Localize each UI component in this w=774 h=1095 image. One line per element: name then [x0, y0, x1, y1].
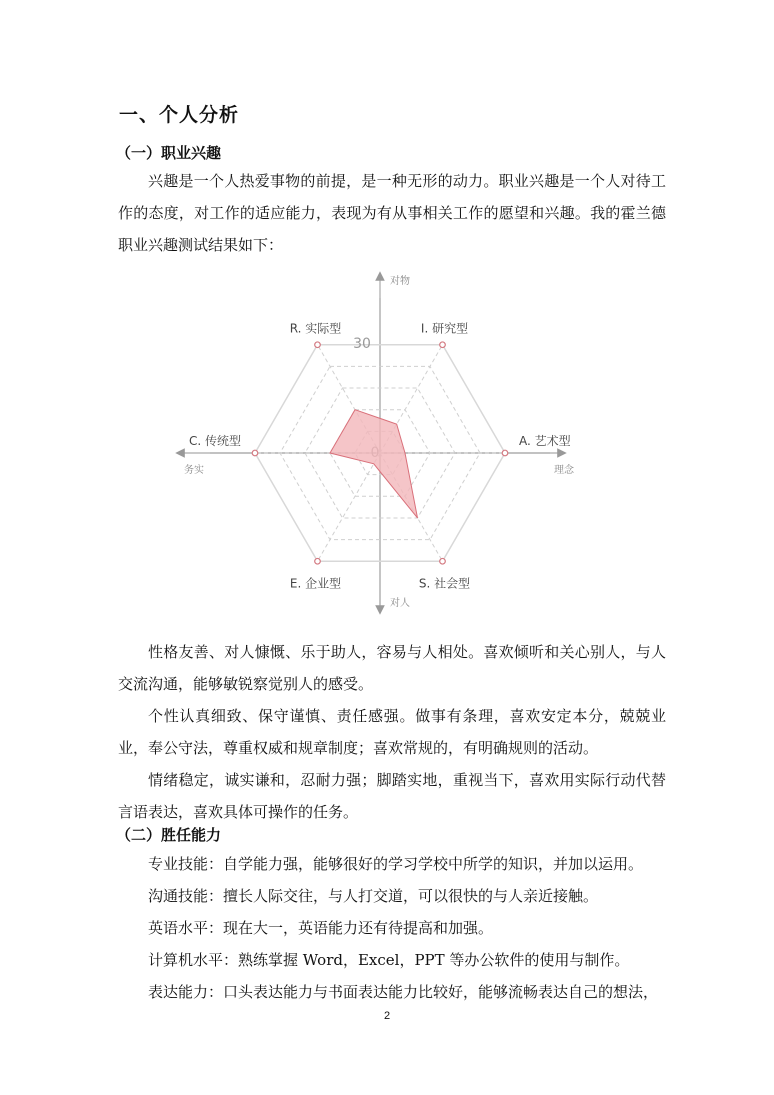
radar-spoke	[318, 453, 381, 561]
ability-line: 沟通技能：擅长人际交往，与人打交道，可以很快的与人亲近接触。	[148, 887, 599, 905]
page-number: 2	[383, 1010, 391, 1022]
radar-vertex-dot	[315, 558, 321, 564]
scale-max-label: 30	[353, 336, 371, 352]
section-title: 一、个人分析	[119, 104, 240, 126]
ability-line: 计算机水平：熟练掌握 Word，Excel，PPT 等办公软件的使用与制作。	[148, 951, 630, 969]
direction-label-left: 务实	[184, 465, 204, 476]
radar-vertex-dot	[502, 450, 508, 456]
radar-axis-label: R. 实际型	[289, 321, 342, 336]
personality-paragraph-1: 性格友善、对人慷慨、乐于助人，容易与人相处。喜欢倾听和关心别人，与人交流沟通，能够敏锐察觉别人的感受。	[118, 643, 666, 693]
radar-axis-label: E. 企业型	[289, 576, 342, 591]
personality-paragraph-3: 情绪稳定，诚实谦和，忍耐力强；脚踏实地，重视当下，喜欢用实际行动代替言语表达，喜欢具体可操作的任务。	[118, 771, 666, 821]
radar-vertex-dot	[440, 342, 446, 348]
radar-vertex-dot	[315, 342, 321, 348]
radar-vertex-dot	[440, 558, 446, 564]
ability-line: 专业技能：自学能力强，能够很好的学习学校中所学的知识，并加以运用。	[148, 855, 644, 873]
direction-label-right: 理念	[554, 465, 574, 476]
personality-paragraph-2: 个性认真细致、保守谨慎、责任感强。做事有条理，喜欢安定本分，兢兢业业，奉公守法，尊重权威和规章制度；喜欢常规的，有明确规则的活动。	[118, 707, 666, 757]
radar-axis-label: I. 研究型	[420, 321, 469, 336]
radar-vertex-dot	[252, 450, 258, 456]
direction-label-top: 对物	[390, 276, 410, 287]
radar-axis-label: S. 社会型	[418, 576, 471, 591]
radar-axis-label: A. 艺术型	[519, 434, 571, 448]
subsection-title-competence: （二）胜任能力	[116, 826, 222, 844]
holland-radar-chart	[170, 268, 600, 618]
ability-line: 英语水平：现在大一，英语能力还有待提高和加强。	[148, 919, 494, 937]
intro-paragraph: 兴趣是一个人热爱事物的前提，是一种无形的动力。职业兴趣是一个人对待工作的态度，对工作的适应能力，表现为有从事相关工作的愿望和兴趣。我的霍兰德职业兴趣测试结果如下：	[118, 172, 666, 254]
radar-data-area	[330, 410, 418, 518]
direction-label-bottom: 对人	[390, 598, 410, 609]
ability-line: 表达能力：口头表达能力与书面表达能力比较好，能够流畅表达自己的想法，	[148, 983, 659, 1001]
subsection-title-interest: （一）职业兴趣	[116, 144, 222, 162]
radar-axis-label: C. 传统型	[188, 434, 241, 448]
